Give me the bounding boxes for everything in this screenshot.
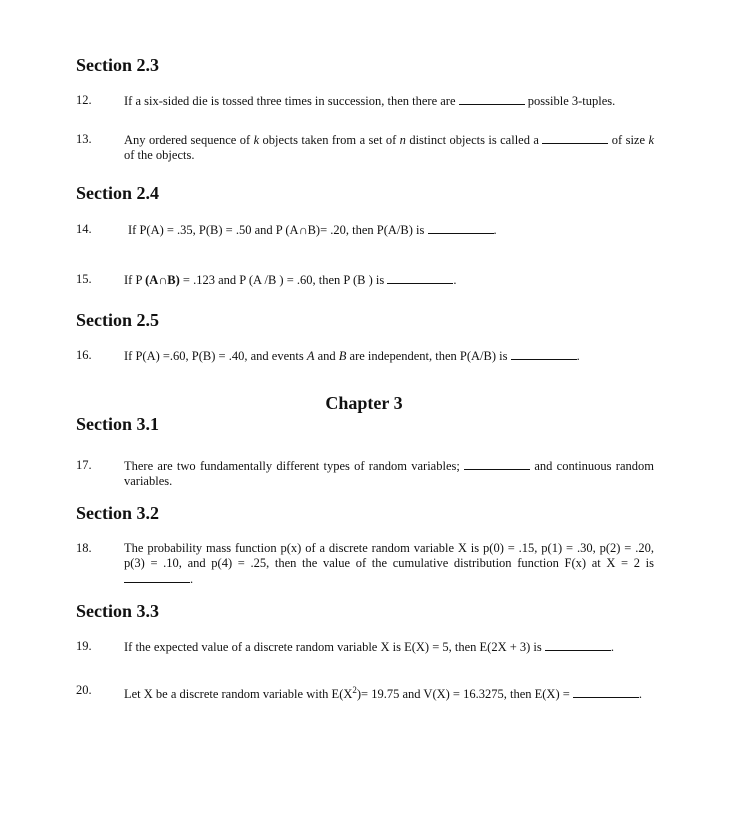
answer-blank[interactable] xyxy=(459,93,525,105)
section-heading-3-1: Section 3.1 xyxy=(76,414,159,434)
answer-blank[interactable] xyxy=(124,571,190,583)
question-text: The probability mass function p(x) of a discrete random variable X is p(0) = .15, p(1) = .30, p(2) = .20, p(3) = .10, and p(4) = .25, then the value of the cumulative distribution function F(x) at X = 2 is . xyxy=(124,541,654,586)
question-number: 12. xyxy=(76,93,92,107)
answer-blank[interactable] xyxy=(387,272,453,284)
question-text: Let X be a discrete random variable with $E(X^2)= 19.75$ and V(X) = 16.3275, then E(X) = . xyxy=(124,685,643,702)
answer-blank[interactable] xyxy=(428,222,494,234)
question-text: If the expected value of a discrete random variable X is E(X) = 5, then E(2X + 3) is . xyxy=(124,640,615,654)
question-number: 17. xyxy=(76,458,92,472)
section-heading-2-3: Section 2.3 xyxy=(76,55,159,75)
section-heading-3-2: Section 3.2 xyxy=(76,503,159,523)
section-heading-2-4: Section 2.4 xyxy=(76,183,159,203)
section-heading-3-3: Section 3.3 xyxy=(76,601,159,621)
answer-blank[interactable] xyxy=(464,458,530,470)
answer-blank[interactable] xyxy=(545,639,611,651)
question-number: 18. xyxy=(76,541,92,555)
question-number: 15. xyxy=(76,272,92,286)
chapter-heading-3: Chapter 3 xyxy=(325,393,403,413)
question-number: 20. xyxy=(76,683,92,697)
question-number: 19. xyxy=(76,639,92,653)
answer-blank[interactable] xyxy=(511,348,577,360)
question-text: If P(A) = .35, P(B) = .50 and P (A∩B)= .20, then P(A/B) is . xyxy=(128,223,497,237)
section-heading-2-5: Section 2.5 xyxy=(76,310,159,330)
question-text: Any ordered sequence of k objects taken from a set of n distinct objects is called a of size k of the objects. xyxy=(124,133,654,162)
answer-blank[interactable] xyxy=(573,686,639,698)
question-number: 14. xyxy=(76,222,92,236)
question-text: If a six-sided die is tossed three times in succession, then there are possible 3-tuples. xyxy=(124,94,616,108)
question-text: If P(A) =.60, P(B) = .40, and events A and B are independent, then P(A/B) is . xyxy=(124,349,580,363)
question-text: If P (A∩B) = .123 and P (A /B ) = .60, then P (B ) is . xyxy=(124,273,457,287)
answer-blank[interactable] xyxy=(542,132,608,144)
question-text: There are two fundamentally different types of random variables; and continuous random variables. xyxy=(124,459,654,488)
question-number: 13. xyxy=(76,132,92,146)
question-number: 16. xyxy=(76,348,92,362)
